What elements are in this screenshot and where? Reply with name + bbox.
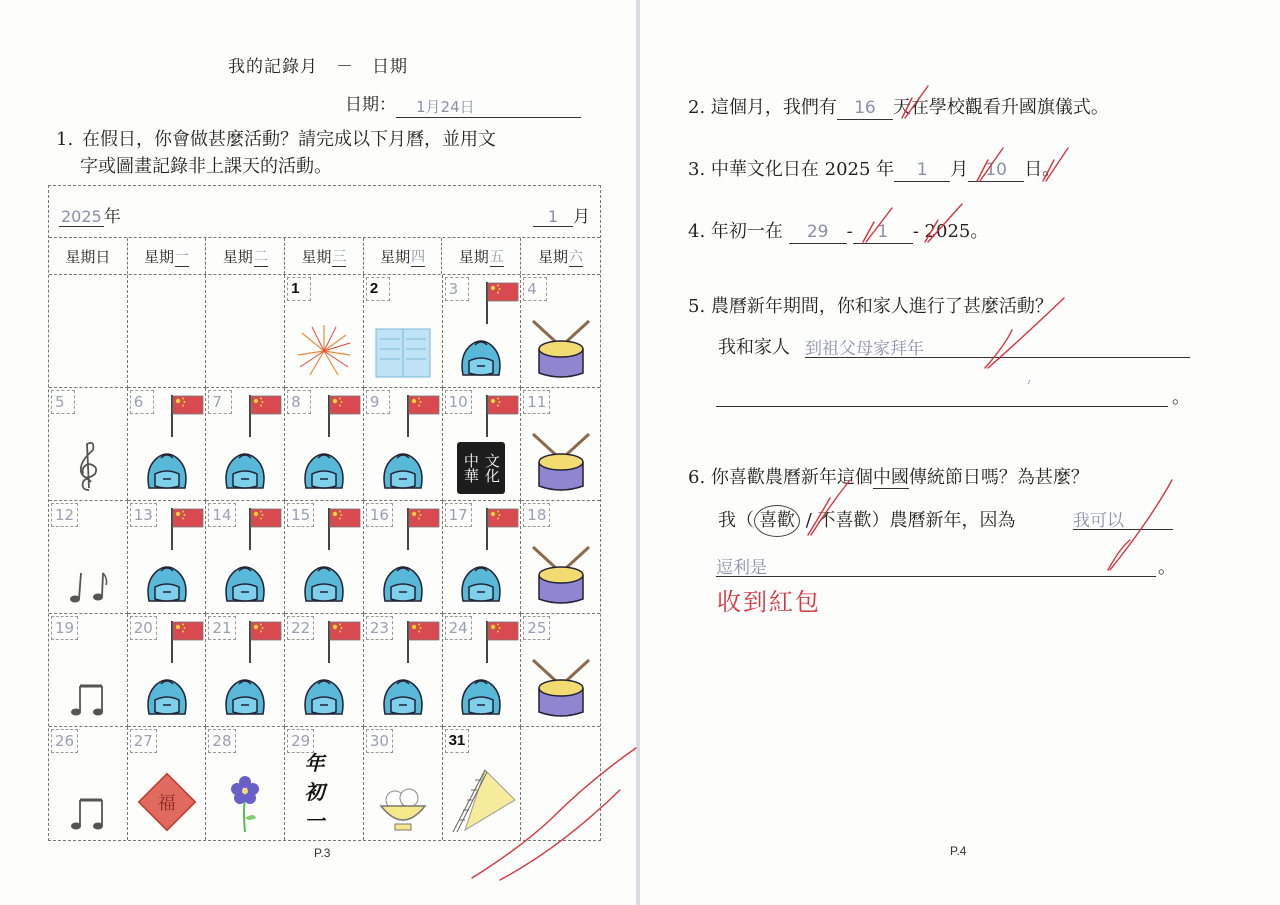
year-suffix: 年 xyxy=(103,207,121,227)
day-number: 20 xyxy=(130,616,157,640)
q1-text-line2: 字或圖畫記錄非上課天的活動。 xyxy=(80,156,332,177)
weekday-header xyxy=(206,238,285,274)
calendar-day-22[interactable] xyxy=(285,614,364,727)
calendar-day-2[interactable] xyxy=(364,275,443,388)
drum-icon xyxy=(529,543,593,607)
day-number: 13 xyxy=(130,503,157,527)
fu-diamond-icon xyxy=(135,770,199,834)
backpack-icon xyxy=(219,448,271,494)
q6-answer-line2[interactable] xyxy=(716,553,1156,577)
q5-end: 。 xyxy=(1172,387,1190,408)
day-number: 18 xyxy=(523,503,550,527)
seal-stamp xyxy=(457,442,505,494)
day-number: 6 xyxy=(130,390,154,414)
left-page xyxy=(0,0,636,905)
weekday-mark[interactable]: 六 xyxy=(569,246,583,267)
calendar-day-16[interactable] xyxy=(364,501,443,614)
flag-icon xyxy=(327,506,361,550)
calendar-header xyxy=(49,186,600,238)
day-number: 8 xyxy=(287,390,311,414)
flag-icon xyxy=(485,393,519,437)
question-4 xyxy=(688,217,1248,247)
flag-icon xyxy=(170,506,204,550)
question-6 xyxy=(688,463,1248,493)
q3-before: 中華文化日在 2025 年 xyxy=(710,159,895,180)
q6-answer1: 我可以 xyxy=(1073,511,1124,531)
q5-prefix: 我和家人 xyxy=(718,337,790,358)
day-number: 10 xyxy=(445,390,472,414)
q3-mid: 月 xyxy=(950,159,969,180)
flag-icon xyxy=(170,619,204,663)
q3-month[interactable]: 1 xyxy=(894,159,950,182)
calendar xyxy=(48,185,601,841)
calendar-day-6[interactable] xyxy=(128,388,207,501)
calendar-empty-cell xyxy=(206,275,285,388)
day-number: 11 xyxy=(523,390,550,414)
weekday-mark[interactable]: 二 xyxy=(254,246,268,267)
q4-before: 年初一在 xyxy=(710,221,783,242)
day-number: 14 xyxy=(208,503,235,527)
day-number: 7 xyxy=(208,390,232,414)
flag-icon xyxy=(406,506,440,550)
q3-day[interactable]: 10 xyxy=(968,159,1024,182)
calendar-day-20[interactable] xyxy=(128,614,207,727)
backpack-icon xyxy=(455,674,507,720)
culture-seal-icon xyxy=(457,442,505,494)
calendar-day-4[interactable] xyxy=(521,275,600,388)
fan-icon xyxy=(445,764,517,834)
day-number: 28 xyxy=(208,729,235,753)
weekday-label: 星期 xyxy=(537,247,568,266)
calendar-empty-cell xyxy=(521,727,600,840)
q4-day[interactable]: 29 xyxy=(789,221,847,244)
day-number: 31 xyxy=(445,729,470,753)
weekday-label: 星期 xyxy=(458,247,489,266)
backpack-icon xyxy=(298,674,350,720)
fu-text: 福 xyxy=(157,793,176,814)
q2-before: 這個月，我們有 xyxy=(710,97,837,118)
calendar-day-14[interactable] xyxy=(206,501,285,614)
day-number: 2 xyxy=(366,277,390,301)
day-number: 17 xyxy=(445,503,472,527)
date-value: 1月24日 xyxy=(416,98,475,116)
calendar-day-27[interactable] xyxy=(128,727,207,840)
month-suffix: 月 xyxy=(573,207,590,227)
weekday-header-row xyxy=(49,238,600,275)
day-number: 26 xyxy=(51,729,78,753)
page-number-right: P.4 xyxy=(950,844,967,858)
drum-icon xyxy=(529,317,593,381)
q4-number: 4. xyxy=(688,221,706,242)
day-number: 12 xyxy=(51,503,78,527)
q2-number: 2. xyxy=(688,97,706,118)
calendar-month xyxy=(533,202,590,227)
flower-icon xyxy=(228,772,262,834)
q6-question-a: 你喜歡農曆新年這個 xyxy=(710,467,873,488)
q3-after: 日。 xyxy=(1024,159,1061,180)
q6-choice-row xyxy=(718,505,1278,537)
month-value[interactable]: 1 xyxy=(533,207,573,227)
teacher-note: 收到紅包 xyxy=(717,588,821,616)
calendar-day-12[interactable] xyxy=(49,501,128,614)
backpack-icon xyxy=(141,448,193,494)
weekday-mark[interactable]: 一 xyxy=(175,246,189,267)
flag-icon xyxy=(485,280,519,324)
weekday-header xyxy=(521,238,600,274)
day-number: 1 xyxy=(287,277,311,301)
day-number: 16 xyxy=(366,503,393,527)
date-line xyxy=(345,90,581,116)
flag-icon xyxy=(327,619,361,663)
weekday-header xyxy=(285,238,364,274)
weekday-mark[interactable]: 三 xyxy=(332,246,346,267)
flag-icon xyxy=(170,393,204,437)
q5-answer: 到祖父母家拜年 xyxy=(805,339,924,359)
weekday-mark[interactable]: 五 xyxy=(490,246,504,267)
calendar-day-3[interactable] xyxy=(443,275,522,388)
flag-icon xyxy=(485,619,519,663)
question-3 xyxy=(688,155,1248,185)
q6-open: 我（ xyxy=(718,510,754,531)
flag-icon xyxy=(485,506,519,550)
page-title: 我的記錄月 － 日期 xyxy=(228,57,408,77)
calendar-day-26[interactable] xyxy=(49,727,128,840)
backpack-icon xyxy=(141,561,193,607)
calendar-day-7[interactable] xyxy=(206,388,285,501)
day-number: 21 xyxy=(208,616,235,640)
backpack-icon xyxy=(219,674,271,720)
weekday-header xyxy=(49,238,128,274)
question-5 xyxy=(688,292,1248,322)
backpack-icon xyxy=(377,448,429,494)
calendar-day-30[interactable] xyxy=(364,727,443,840)
calendar-day-24[interactable] xyxy=(443,614,522,727)
day-number: 22 xyxy=(287,616,314,640)
calendar-day-15[interactable] xyxy=(285,501,364,614)
backpack-icon xyxy=(298,448,350,494)
weekday-label: 星期 xyxy=(301,247,332,266)
day-number: 30 xyxy=(366,729,393,753)
date-field[interactable] xyxy=(396,96,581,118)
drum-icon xyxy=(529,430,593,494)
page-number-left: P.3 xyxy=(314,846,331,860)
calendar-day-1[interactable] xyxy=(285,275,364,388)
q5-answer-line1[interactable] xyxy=(805,334,1190,358)
calendar-day-11[interactable] xyxy=(521,388,600,501)
calendar-day-19[interactable] xyxy=(49,614,128,727)
q6-end: 。 xyxy=(1158,557,1176,578)
day-number: 19 xyxy=(51,616,78,640)
seal-text: 中華 xyxy=(461,453,480,483)
flag-icon xyxy=(406,393,440,437)
backpack-icon xyxy=(377,561,429,607)
q6-number: 6. xyxy=(688,467,706,488)
calendar-day-8[interactable] xyxy=(285,388,364,501)
day-number: 9 xyxy=(366,390,390,414)
calendar-day-17[interactable] xyxy=(443,501,522,614)
q5-answer-line2[interactable] xyxy=(716,383,1168,407)
q4-sep2: - 2025。 xyxy=(912,221,989,242)
seal-text: 文化 xyxy=(482,453,501,483)
weekday-label: 星期 xyxy=(144,247,175,266)
q5-number: 5. xyxy=(688,296,706,317)
calendar-day-28[interactable] xyxy=(206,727,285,840)
q2-answer[interactable]: 16 xyxy=(837,97,893,120)
q2-after: 天在學校觀看升國旗儀式。 xyxy=(892,97,1109,118)
weekday-mark[interactable]: 四 xyxy=(411,246,425,267)
treble-icon xyxy=(73,438,103,494)
q6-question-c: 傳統節日嗎？為甚麼？ xyxy=(908,467,1089,488)
weekday-label: 星期日 xyxy=(65,247,111,266)
q4-month[interactable]: 1 xyxy=(853,221,913,244)
book-icon xyxy=(372,325,434,381)
weekday-header xyxy=(442,238,521,274)
notes-icon xyxy=(66,567,110,607)
year-value[interactable]: 2025 xyxy=(61,207,102,226)
backpack-icon xyxy=(377,674,429,720)
q6-answer2: 逗利是 xyxy=(716,558,767,578)
flag-icon xyxy=(406,619,440,663)
q6-like-option[interactable]: 喜歡 xyxy=(754,505,800,537)
date-label: 日期： xyxy=(345,95,396,115)
brush-text: 年初一 xyxy=(304,751,325,833)
flag-icon xyxy=(248,393,282,437)
weekday-header xyxy=(128,238,207,274)
day-number: 29 xyxy=(287,729,314,753)
backpack-icon xyxy=(141,674,193,720)
calendar-day-9[interactable] xyxy=(364,388,443,501)
q6-dislike-option[interactable]: 不喜歡 xyxy=(817,510,872,531)
calendar-day-18[interactable] xyxy=(521,501,600,614)
q5-question: 農曆新年期間，你和家人進行了甚麼活動？ xyxy=(710,296,1053,317)
backpack-icon xyxy=(219,561,271,607)
weekday-header xyxy=(364,238,443,274)
calendar-day-25[interactable] xyxy=(521,614,600,727)
q6-answer-line1[interactable] xyxy=(1073,506,1173,530)
flag-icon xyxy=(327,393,361,437)
day-number: 25 xyxy=(523,616,550,640)
drum-icon xyxy=(529,656,593,720)
question-2 xyxy=(688,93,1248,123)
calendar-day-21[interactable] xyxy=(206,614,285,727)
day-number: 3 xyxy=(445,277,469,301)
day-number: 4 xyxy=(523,277,547,301)
calendar-grid xyxy=(49,275,600,840)
day-number: 23 xyxy=(366,616,393,640)
q6-question-b: 中國 xyxy=(872,467,909,488)
q1-text-line1: 在假日，你會做甚麼活動？請完成以下月曆，並用文 xyxy=(82,129,496,150)
calendar-day-5[interactable] xyxy=(49,388,128,501)
calendar-empty-cell xyxy=(49,275,128,388)
question-1 xyxy=(56,126,596,180)
q3-number: 3. xyxy=(688,159,706,180)
ricebowl-icon xyxy=(375,780,431,834)
calendar-day-10[interactable] xyxy=(443,388,522,501)
calendar-day-29[interactable] xyxy=(285,727,364,840)
calendar-day-23[interactable] xyxy=(364,614,443,727)
day-number: 24 xyxy=(445,616,472,640)
day-number: 5 xyxy=(51,390,75,414)
calendar-empty-cell xyxy=(128,275,207,388)
backpack-icon xyxy=(298,561,350,607)
day-number: 27 xyxy=(130,729,157,753)
flag-icon xyxy=(248,506,282,550)
q6-slash: / xyxy=(805,510,812,531)
brush-calligraphy xyxy=(305,747,344,834)
weekday-label: 星期 xyxy=(222,247,253,266)
calendar-day-31[interactable] xyxy=(443,727,522,840)
weekday-label: 星期 xyxy=(380,247,411,266)
day-number: 15 xyxy=(287,503,314,527)
right-page xyxy=(640,0,1280,905)
calendar-year xyxy=(59,202,121,227)
q6-close: ）農曆新年，因為 xyxy=(871,510,1016,531)
beamed-icon xyxy=(68,680,108,720)
q1-number: 1. xyxy=(56,129,74,150)
calendar-day-13[interactable] xyxy=(128,501,207,614)
fireworks-icon xyxy=(294,321,354,381)
beamed-icon xyxy=(68,794,108,834)
backpack-icon xyxy=(455,335,507,381)
q4-sep1: - xyxy=(846,221,853,242)
flag-icon xyxy=(248,619,282,663)
backpack-icon xyxy=(455,561,507,607)
